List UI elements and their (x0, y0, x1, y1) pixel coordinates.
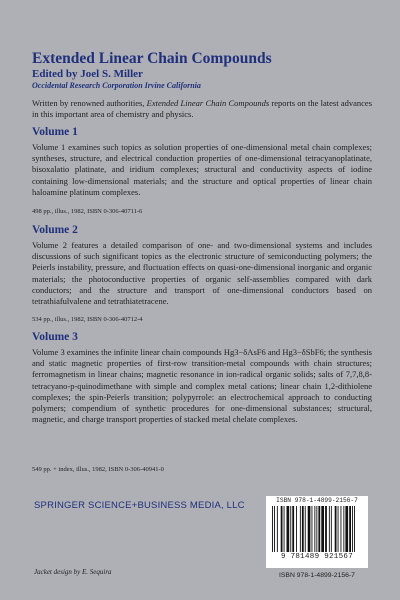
barcode-bar (335, 506, 337, 552)
intro-text-end: reports on the latest advances in this important area of chemistry and physics. (32, 98, 372, 120)
barcode-bar (305, 506, 306, 552)
intro-title-italic: Extended Linear Chain Compounds (146, 98, 270, 108)
barcode-bar (314, 506, 315, 552)
barcode-bar (331, 506, 332, 552)
barcode-bar (272, 506, 273, 552)
volume-1-details: 498 pp., illus., 1982, ISBN 0-306-40711-6 (32, 208, 143, 215)
editor-line: Edited by Joel S. Miller (32, 68, 143, 80)
barcode-digits: 9 781489 921567 (280, 553, 353, 561)
book-title: Extended Linear Chain Compounds (32, 50, 272, 67)
barcode-bar (277, 506, 278, 552)
barcode-bar (300, 506, 301, 552)
barcode-bar (352, 506, 353, 552)
barcode-bar (325, 506, 327, 552)
volume-1-heading: Volume 1 (32, 126, 78, 138)
barcode-bar (338, 506, 339, 552)
barcode-bar (343, 506, 344, 552)
barcode-bar (312, 506, 313, 552)
volume-2-details: 534 pp., illus., 1982, ISBN 0-306-40712-4 (32, 316, 143, 323)
barcode-bar (287, 506, 290, 552)
barcode-bar (318, 506, 320, 552)
barcode-bar (302, 506, 304, 552)
isbn-text: ISBN 978-1-4899-2156-7 (279, 572, 355, 579)
barcode-bar (316, 506, 317, 552)
barcode-bar (329, 506, 330, 552)
editor-affiliation: Occidental Research Corporation Irvine California (32, 81, 201, 90)
barcode-bar (321, 506, 324, 552)
barcode-bar (354, 506, 355, 552)
barcode-label (266, 496, 368, 568)
volume-3-details: 549 pp. + index, illus., 1982, ISBN 0-306-40941-0 (32, 466, 164, 473)
barcode-bar (308, 506, 311, 552)
intro-paragraph (32, 98, 372, 120)
volume-2-description: Volume 2 features a detailed comparison of one- and two-dimensional systems and includes discussions of such significant topics as the electronic structure of semiconducting polymers; the Peierls instability, pressure, and fluctuation effects on quasi-one-dimensional inorganic and organic materials; the photoconductive properties of organic self-assemblies compared with dark conductors; and the structure and transport of one-dimensional conductors based on tetrathiafulvalene and tetrathiatetracene. (32, 240, 372, 307)
barcode-bar (281, 506, 283, 552)
barcode-bar (296, 506, 297, 552)
volume-2-heading: Volume 2 (32, 224, 78, 236)
volume-3-heading: Volume 3 (32, 331, 78, 343)
publisher-name: SPRINGER SCIENCE+BUSINESS MEDIA, LLC (34, 500, 245, 511)
barcode-bar (290, 506, 291, 552)
barcode-isbn-top: ISBN 978-1-4899-2156-7 (276, 497, 358, 504)
jacket-design-credit: Jacket design by E. Sequira (34, 568, 112, 576)
intro-text-start: Written by renowned authorities, (32, 98, 147, 108)
barcode-bar (274, 506, 275, 552)
barcode-bars (272, 506, 362, 552)
volume-1-description: Volume 1 examines such topics as solution properties of one-dimensional metal chain complexes; syntheses, structure, and electrical conduction properties of one-dimensional tetracyanoplatinate, bisoxalatio platinate, and iridium complexes; structural and conductivity aspects of iodine containing low-dimensional materials; and the structure and optical properties of linear chain haloamine platinum complexes. (32, 142, 372, 197)
barcode-bar (349, 506, 351, 552)
barcode-bar (345, 506, 348, 552)
volume-3-description: Volume 3 examines the infinite linear chain compounds Hg3−δAsF6 and Hg3−δSbF6; the synthesis and static magnetic properties of first-row transition-metal compounds with chain structures; ferromagnetism in linear chains; magnetic resonance in ion-radical organic solids; salts of 7,7,8,8-tetracyano-p-quinodimethane with simple and complex metal cations; linear chain 1,2-dithiolene complexes; the spin-Peierls transition; polypyrrole: an electrochemical approach to conducting polymers; compendium of synthetic procedures for one-dimensional substances; structural, magnetic, and charge transport properties of stacked metal chelate complexes. (32, 347, 372, 425)
barcode-bar (292, 506, 294, 552)
barcode-bar (284, 506, 285, 552)
barcode-bar (341, 506, 342, 552)
